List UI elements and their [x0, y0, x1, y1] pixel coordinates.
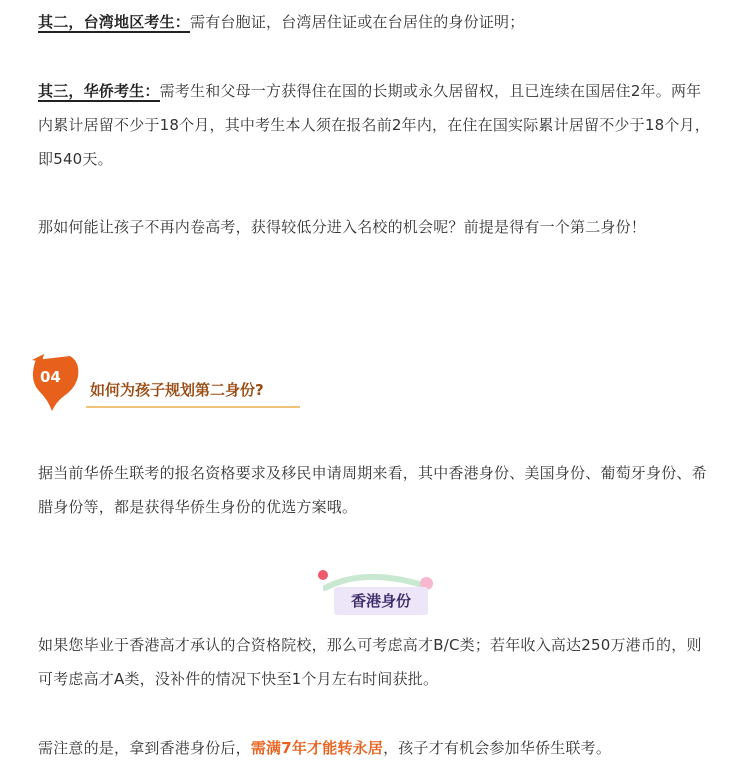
paragraph-taiwan	[38, 5, 710, 39]
section-title: 如何为孩子规划第二身份?	[90, 381, 264, 399]
paragraph-question: 那如何能让孩子不再内卷高考，获得较低分进入名校的机会呢？前提是得有一个第二身份！	[38, 218, 647, 236]
text-overseas: 需考生和父母一方获得住在国的长期或永久居留权，且已连续在国居住2年。两年内累计居留不少于18个月，其中考生本人须在报名前2年内，在住在国实际累计居留不少于18个月，即540天。	[38, 82, 710, 168]
label-overseas: 其三，华侨考生：	[38, 82, 160, 100]
section-number: 04	[40, 368, 61, 386]
label-taiwan: 其二，台湾地区考生：	[38, 13, 191, 31]
tag-hong-kong: 香港身份	[334, 587, 428, 615]
text-taiwan: 需有台胞证，台湾居住证或在台居住的身份证明；	[190, 13, 525, 31]
section-underline	[86, 406, 300, 408]
paragraph-overseas	[38, 74, 710, 176]
paragraph-talent: 如果您毕业于香港高才承认的合资格院校，那么可考虑高才B/C类；若年收入高达250万港币的，则可考虑高才A类，没补件的情况下快至1个月左右时间获批。	[38, 636, 702, 688]
tag-dot-red	[318, 570, 328, 580]
paragraph-options: 据当前华侨生联考的报名资格要求及移民申请周期来看，其中香港身份、美国身份、葡萄牙身份、希腊身份等，都是获得华侨生身份的优选方案哦。	[38, 464, 707, 516]
paragraph-note	[38, 731, 710, 765]
note-after: ，孩子才有机会参加华侨生联考。	[383, 739, 612, 757]
note-highlight: 需满7年才能转永居	[250, 739, 384, 757]
note-before: 需注意的是，拿到香港身份后，	[38, 739, 251, 757]
